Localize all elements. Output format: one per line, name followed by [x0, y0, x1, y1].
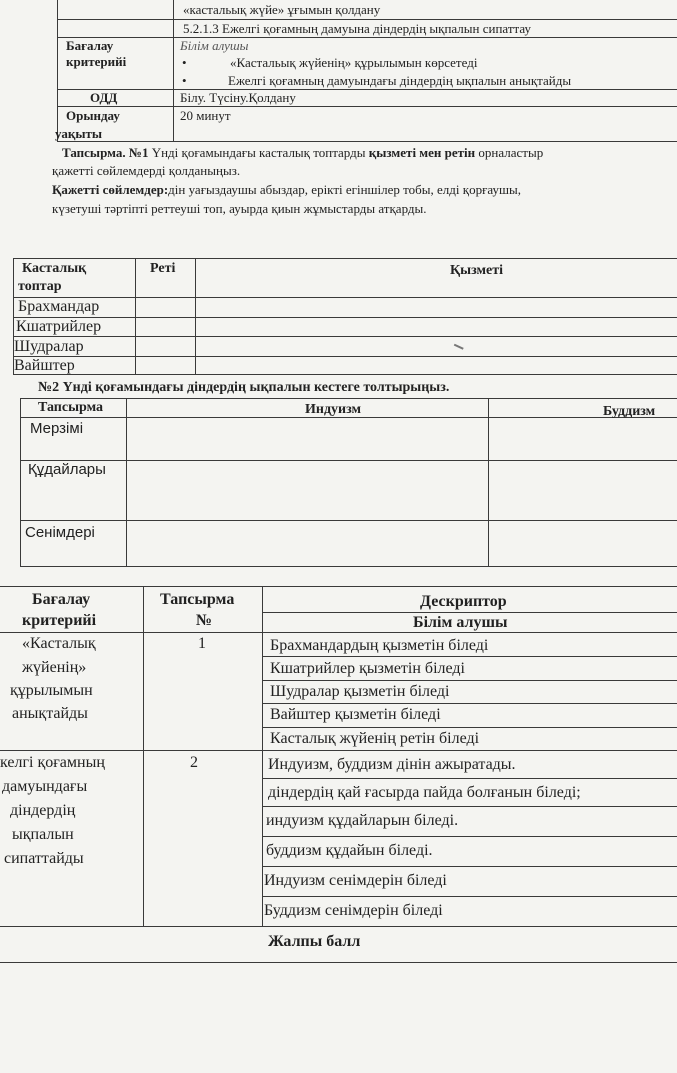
caste-col-header-2: топтар: [18, 279, 62, 294]
bullet-2: Ежелгі қоғамның дамуындағы діндердің ықпалын анықтайды: [228, 73, 572, 88]
descriptor-item: Касталық жүйенің ретін біледі: [270, 730, 480, 747]
time-value: 20 минут: [180, 108, 231, 123]
criterion-2-line: ықпалын: [12, 826, 74, 843]
assess-task-number-header: №: [196, 612, 213, 629]
time-label-2: уақыты: [55, 126, 103, 141]
descriptor-item: діндердің қай ғасырда пайда болғанын біледі;: [268, 784, 581, 801]
descriptor-item: Вайштер қызметін біледі: [270, 706, 441, 723]
bullet-1: «Кастальық жүйенің» құрылымын көрсетеді: [230, 55, 478, 70]
needed-label: Қажетті сөйлемдер:: [52, 182, 169, 197]
caste-col-header: Касталық: [22, 261, 87, 276]
descriptor-item: Шудралар қызметін біледі: [270, 683, 450, 700]
descriptor-item: Брахмандардың қызметін біледі: [270, 637, 489, 654]
function-col-header: Қызметі: [450, 263, 504, 278]
learner-header: Білім алушы: [413, 614, 508, 631]
learners-label: Білім алушы: [180, 38, 249, 53]
religion-row: Мерзімі: [30, 420, 84, 437]
descriptor-item: Индуизм сенімдерін біледі: [264, 872, 447, 889]
order-col-header: Реті: [150, 261, 176, 276]
task-col-header: Тапсырма: [38, 400, 104, 415]
criterion-2-line: сипаттайды: [4, 850, 84, 867]
descriptor-item: буддизм құдайын біледі.: [266, 842, 433, 859]
criteria-label: Бағалау: [66, 38, 114, 53]
criterion-1-line: «Касталық: [22, 635, 96, 652]
criterion-1-line: анықтайды: [12, 705, 88, 722]
caste-row: Шудралар: [14, 338, 84, 355]
bullet-icon: •: [182, 73, 187, 88]
descriptor-item: Буддизм сенімдерін біледі: [264, 902, 443, 919]
caste-row: Кшатрийлер: [16, 318, 102, 335]
learning-objective: 5.2.1.3 Ежелгі қоғамның дамуына діндердің ықпалын сипаттау: [183, 21, 531, 36]
needed-text: дін уағыздаушы абыздар, ерікті егіншілер тобы, елді қорғаушы,: [168, 182, 522, 197]
time-label: Орындау: [66, 108, 120, 123]
criterion-2-line: келгі қоғамның: [0, 754, 105, 771]
total-score-label: Жалпы балл: [268, 933, 361, 950]
caste-row: Брахмандар: [18, 298, 100, 315]
task1-title-emph: қызметі мен ретін: [368, 145, 476, 160]
odd-label: ОДД: [90, 90, 118, 105]
task1-title-text: Үнді қоғамындағы касталық топтарды: [148, 145, 369, 160]
assess-criteria-header: Бағалау: [32, 591, 91, 608]
task1-title: Тапсырма. №1: [62, 145, 149, 160]
criterion-2-line: дамуындағы: [2, 778, 88, 795]
castes-usage-line: «кастальық жүйе» ұғымын қолдану: [183, 2, 381, 17]
religion-row: Құдайлары: [28, 461, 106, 478]
task2-title: №2 Үнді қоғамындағы діндердің ықпалын кестеге толтырыңыз.: [38, 380, 450, 395]
criterion-1-line: құрылымын: [10, 682, 93, 699]
hinduism-col-header: Индуизм: [305, 402, 362, 417]
buddhism-col-header: Буддизм: [603, 404, 656, 419]
criterion-1-line: жүйенің»: [22, 659, 87, 676]
criterion-1-number: 1: [198, 635, 206, 652]
criteria-label-2: критерийі: [66, 54, 127, 69]
assess-task-header: Тапсырма: [160, 591, 235, 608]
task1-line2: қажетті сөйлемдерді қолданыңыз.: [52, 163, 241, 178]
needed-line2: күзетуші тәртіпті реттеуші топ, ауырда қиын жұмыстарды атқарды.: [52, 201, 427, 216]
descriptor-item: Индуизм, буддизм дінін ажыратады.: [268, 756, 516, 773]
criterion-2-line: діндердің: [10, 802, 76, 819]
descriptor-header: Дескриптор: [420, 593, 507, 610]
religion-row: Сенімдері: [25, 524, 95, 541]
pen-mark: [454, 338, 466, 349]
caste-row: Вайштер: [14, 357, 75, 374]
task1-title-text-2: орналастыр: [475, 145, 544, 160]
bullet-icon: •: [182, 55, 187, 70]
criterion-2-number: 2: [190, 754, 198, 771]
assess-criteria-header-2: критерийі: [22, 612, 97, 629]
odd-value: Білу. Түсіну.Қолдану: [180, 90, 296, 105]
descriptor-item: индуизм құдайларын біледі.: [266, 812, 459, 829]
descriptor-item: Кшатрийлер қызметін біледі: [270, 660, 465, 677]
